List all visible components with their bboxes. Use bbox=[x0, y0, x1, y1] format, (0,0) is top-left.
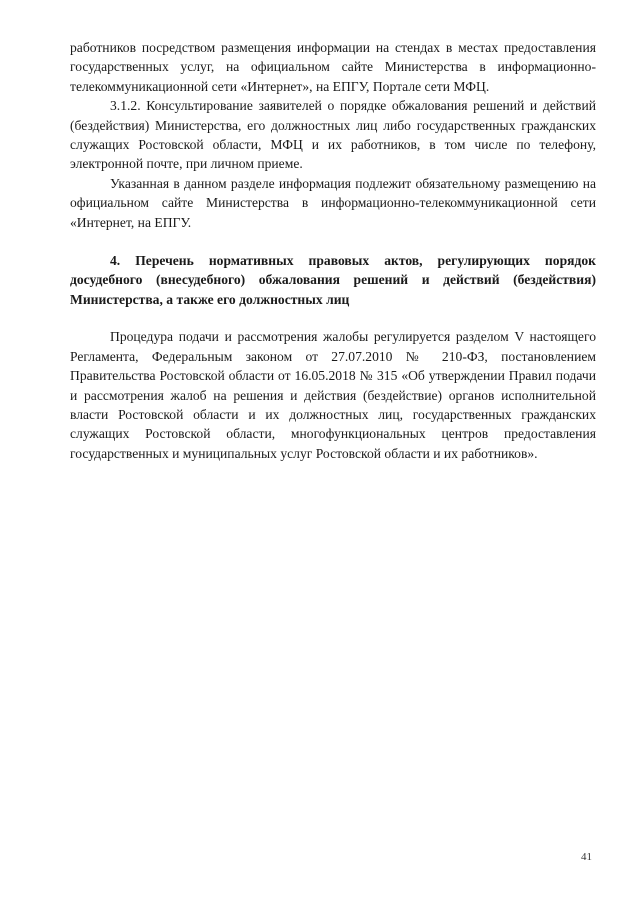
paragraph-mandatory-publication: Указанная в данном разделе информация подлежит обязательному размещению на официальном сайте Министерства в информационно-телекоммуникационной сети «Интернет, на ЕПГУ. bbox=[70, 175, 596, 230]
paragraph-info-placement: работников посредством размещения информации на стендах в местах предоставления государственных услуг, на официальном сайте Министерства в информационно-телекоммуникационной сети «Интернет», на ЕПГУ, Портале сети МФЦ. bbox=[70, 40, 596, 94]
paragraph-consultation: 3.1.2. Консультирование заявителей о порядке обжалования решений и действий (бездействия) Министерства, его должностных лиц либо государственных гражданских служащих Ростовской области, МФЦ и их работников, в том числе по телефону, электронной почте, при личном приеме. bbox=[70, 98, 596, 172]
document-page bbox=[70, 38, 596, 463]
paragraph-procedure: Процедура подачи и рассмотрения жалобы регулируется разделом V настоящего Регламента, Федеральным законом от 27.07.2010 № 210-ФЗ, постановлением Правительства Ростовской области от 16.05.2018 № 315 «Об утверждении Правил подачи и рассмотрения жалоб на решения и действия (бездействие) органов исполнительной власти Ростовской области и их должностных лиц, государственных гражданских служащих Ростовской области, многофункциональных центров предоставления государственных и муниципальных услуг Ростовской области и их работников». bbox=[70, 329, 596, 461]
spacer bbox=[70, 232, 596, 251]
section-heading: 4. Перечень нормативных правовых актов, регулирующих порядок досудебного (внесудебного) обжалования решений и действий (бездействия) Министерства, а также его должностных лиц bbox=[70, 253, 596, 307]
spacer bbox=[70, 309, 596, 327]
page-number: 41 bbox=[581, 851, 592, 863]
